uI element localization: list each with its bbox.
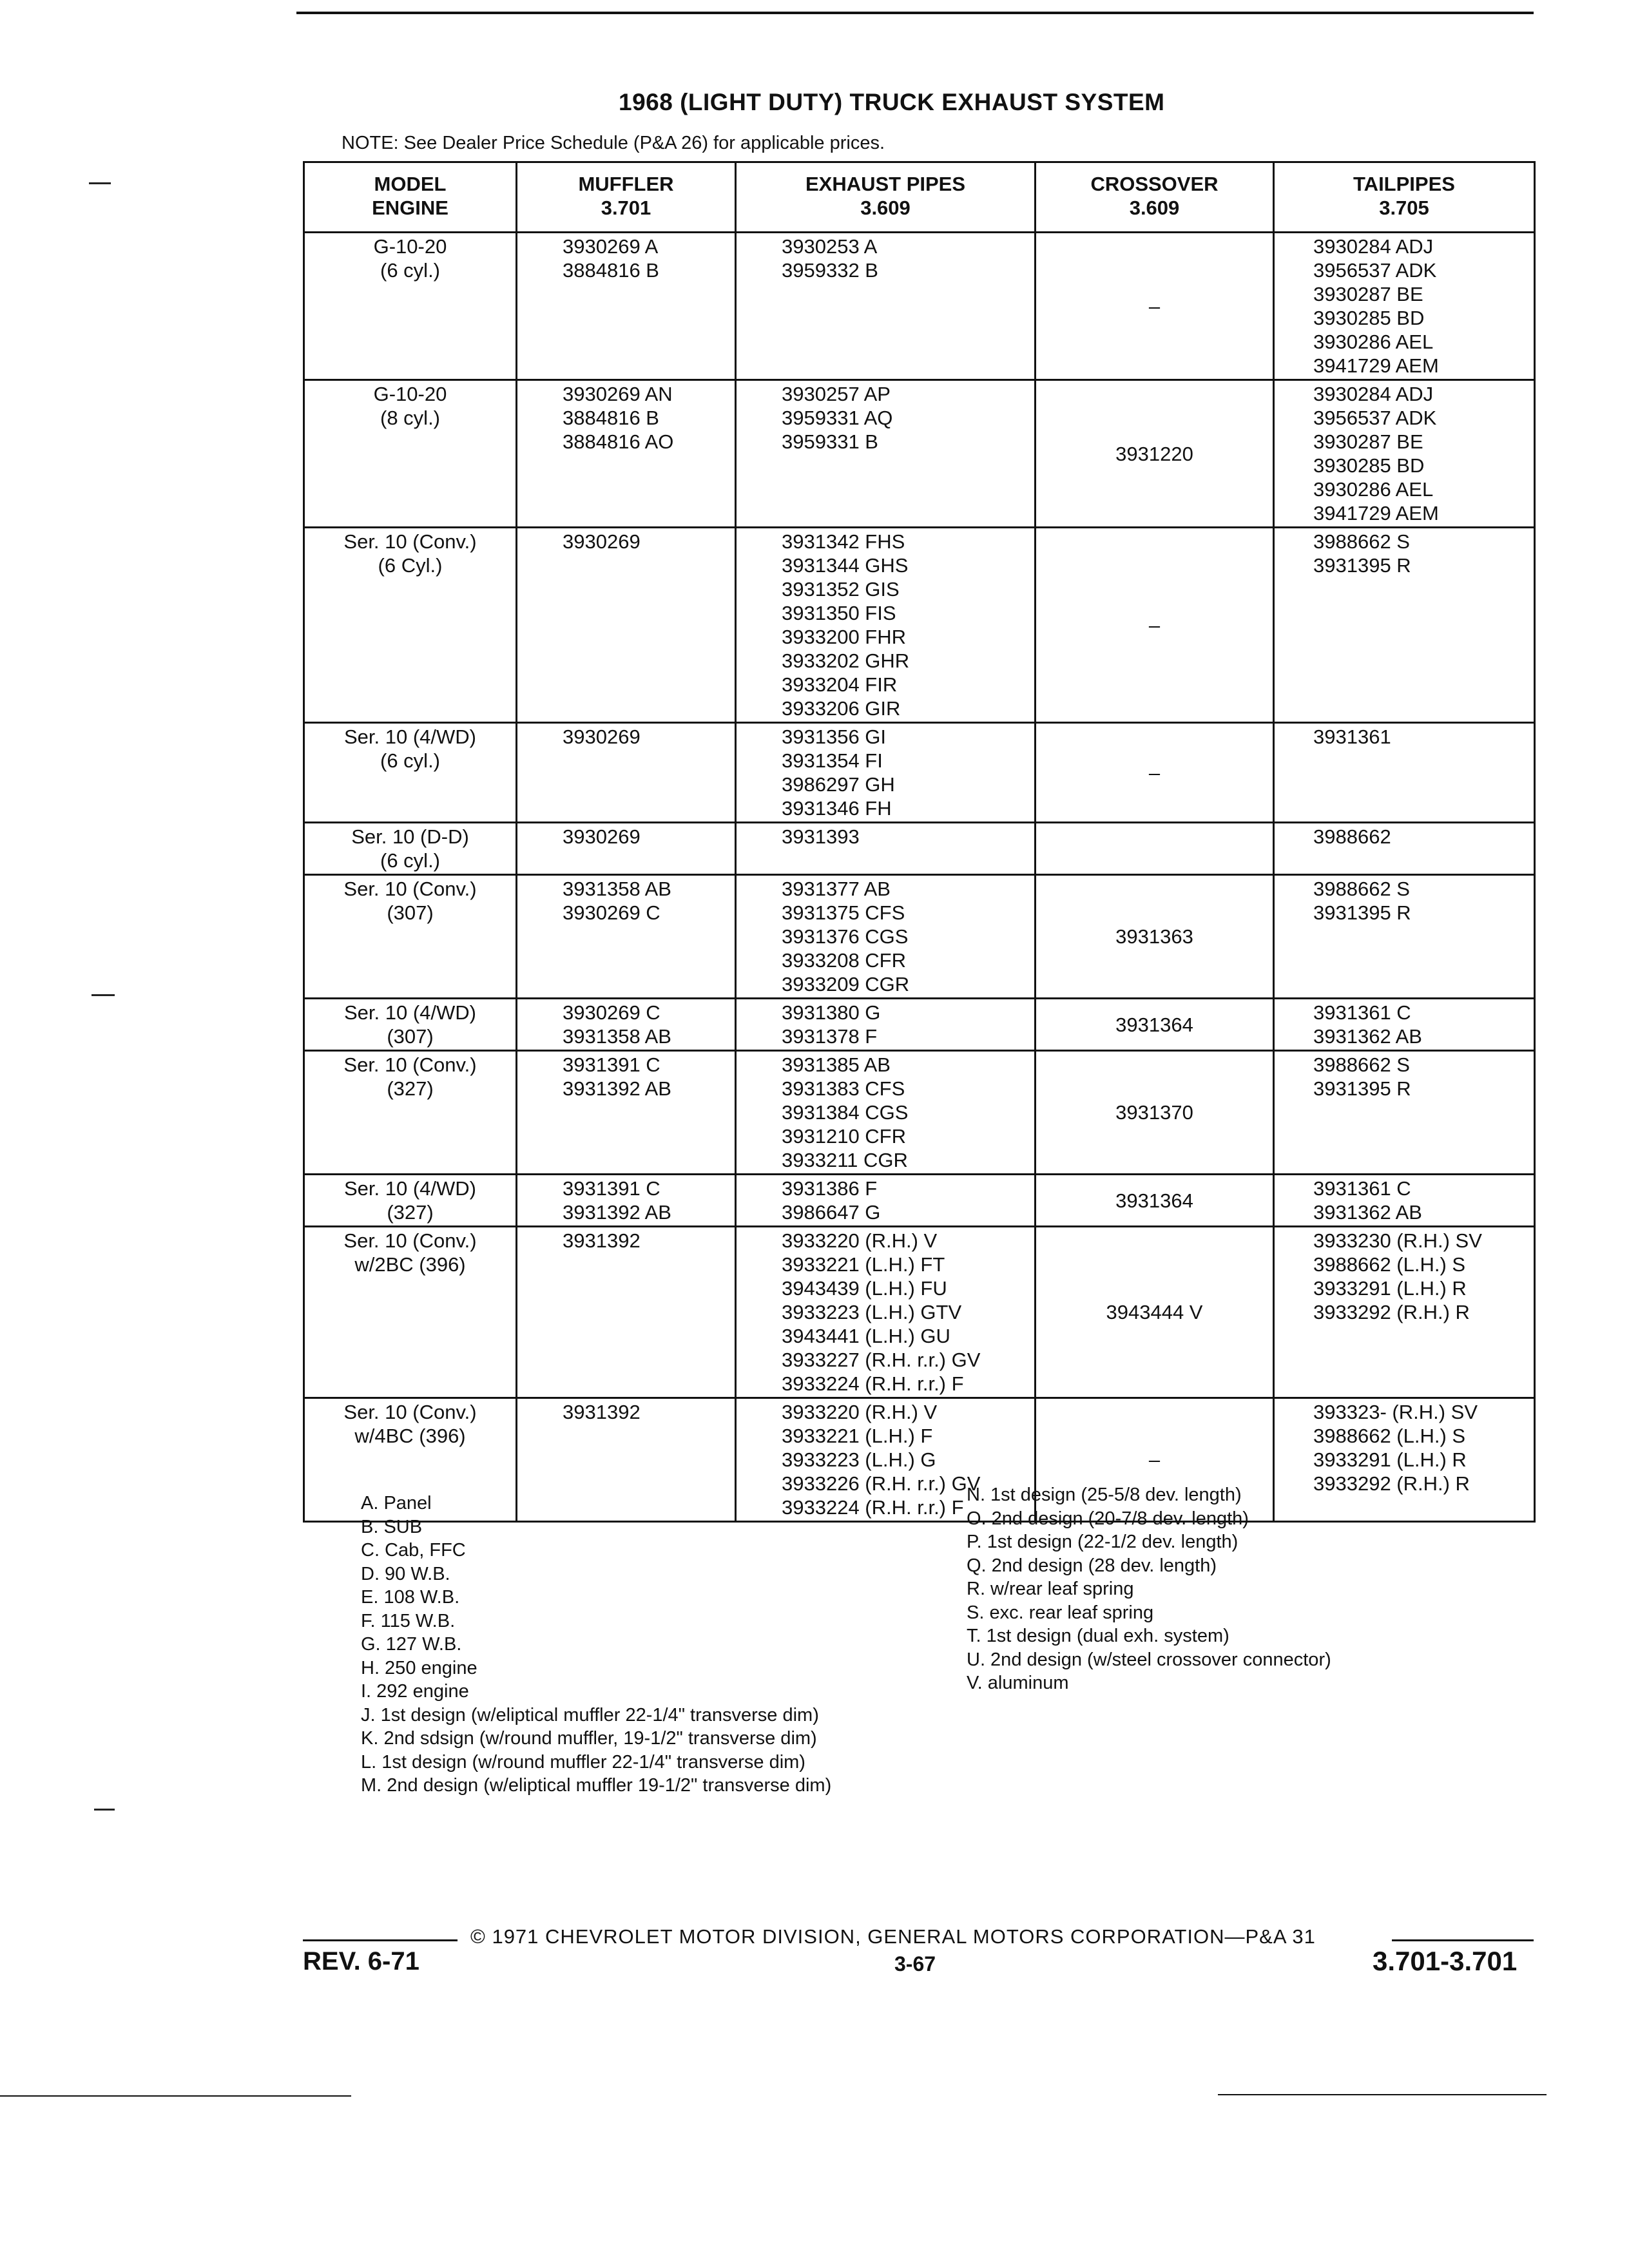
table-row [304,875,1535,999]
table-body [304,233,1535,1522]
part-line: 3930286 AEL [1313,331,1434,353]
legend-item: R. w/rear leaf spring [967,1579,1134,1599]
muffler-cell [517,823,736,875]
part-line: 3933220 (R.H.) V [782,1401,938,1423]
part-line: 3959331 B [782,430,878,453]
column-header [517,162,736,233]
table-row [304,1227,1535,1398]
part-line: 3931385 AB [782,1053,891,1076]
crossover-cell [1036,823,1274,875]
part-line: 3931391 C [563,1177,660,1200]
table-row [304,723,1535,823]
model-engine-cell [304,528,517,723]
column-code: 3.701 [601,197,651,219]
exhaust-parts-table [303,161,1536,1523]
exhaust-pipes-cell [736,999,1036,1051]
tailpipes-cell [1274,823,1535,875]
part-line: 3933226 (R.H. r.r.) GV [782,1472,981,1495]
part-line: 3931364 [1115,1189,1193,1212]
top-rule [296,12,1534,14]
exhaust-pipes-cell [736,1051,1036,1175]
part-line: Ser. 10 (Conv.) [343,1053,477,1076]
part-line: 3931362 AB [1313,1201,1422,1224]
part-line: 3933209 CGR [782,973,910,995]
part-line: 3931344 GHS [782,554,909,577]
part-line: 3931392 AB [563,1077,671,1100]
table-row [304,823,1535,875]
tailpipes-cell [1274,528,1535,723]
part-line: w/4BC (396) [354,1425,466,1447]
legend-item: A. Panel [361,1493,432,1514]
part-line: 3933202 GHR [782,649,910,672]
copyright-line: © 1971 CHEVROLET MOTOR DIVISION, GENERAL MOTORS CORPORATION—P&A 31 [470,1925,1316,1948]
part-line: 3988662 S [1313,878,1410,900]
exhaust-pipes-cell [736,1227,1036,1398]
exhaust-pipes-cell [736,233,1036,380]
part-line: Ser. 10 (Conv.) [343,1401,477,1423]
model-engine-cell [304,1051,517,1175]
part-line: 3988662 S [1313,530,1410,553]
part-line: 3931395 R [1313,1077,1411,1100]
tailpipes-cell [1274,875,1535,999]
part-line: 3931352 GIS [782,578,900,601]
table-header-row [304,162,1535,233]
part-line: (6 Cyl.) [378,554,443,577]
tailpipes-cell [1274,723,1535,823]
revision-label: REV. 6-71 [303,1947,419,1975]
part-line: 3933227 (R.H. r.r.) GV [782,1349,981,1371]
part-line: 3930285 BD [1313,454,1425,477]
part-line: 3988662 (L.H.) S [1313,1253,1466,1276]
part-line: 3933200 FHR [782,626,907,648]
part-line: 3930269 C [563,901,660,924]
table-row [304,1175,1535,1227]
model-engine-cell [304,233,517,380]
part-line: 3931356 GI [782,726,887,748]
part-line: 3986647 G [782,1201,881,1224]
part-line: 3933221 (L.H.) FT [782,1253,945,1276]
part-line: 3933206 GIR [782,697,901,720]
part-line: 3933223 (L.H.) GTV [782,1301,962,1323]
part-line: – [1148,294,1161,318]
crossover-cell [1036,723,1274,823]
part-line: 3931342 FHS [782,530,905,553]
exhaust-pipes-cell [736,823,1036,875]
part-line: 3943441 (L.H.) GU [782,1325,950,1347]
part-line: Ser. 10 (Conv.) [343,1229,477,1252]
muffler-cell [517,380,736,528]
part-line: 3931358 AB [563,878,671,900]
column-label: MUFFLER [578,173,674,195]
exhaust-pipes-cell [736,380,1036,528]
part-line: – [1148,1448,1161,1471]
margin-mark [94,1809,115,1811]
column-label: CROSSOVER [1090,173,1219,195]
bottom-rule-right [1218,2094,1547,2095]
part-line: 3930286 AEL [1313,478,1434,501]
tailpipes-cell [1274,1227,1535,1398]
part-line: – [1148,761,1161,784]
legend-item: M. 2nd design (w/eliptical muffler 19-1/2" transverse dim) [361,1775,832,1796]
part-line: 3933220 (R.H.) V [782,1229,938,1252]
model-engine-cell [304,723,517,823]
legend-item: V. aluminum [967,1673,1069,1693]
part-line: (307) [387,901,434,924]
part-line: 3931392 [563,1229,641,1252]
part-line: 3931392 [563,1401,641,1423]
part-line: 3933292 (R.H.) R [1313,1472,1470,1495]
column-header [736,162,1036,233]
part-line: Ser. 10 (Conv.) [343,530,477,553]
tailpipes-cell [1274,380,1535,528]
legend-left [361,1492,831,1798]
part-line: 3988662 S [1313,1053,1410,1076]
exhaust-pipes-cell [736,875,1036,999]
part-line: 3931384 CGS [782,1101,909,1124]
part-line: 3931393 [782,825,860,848]
part-line: 3931364 [1115,1013,1193,1036]
part-line: 3930269 [563,530,641,553]
part-line: (307) [387,1025,434,1048]
part-line: 3931361 C [1313,1177,1411,1200]
part-line: Ser. 10 (D-D) [351,825,469,848]
part-line: 3931354 FI [782,749,883,772]
part-line: 3933211 CGR [782,1149,908,1171]
model-engine-cell [304,875,517,999]
legend-item: N. 1st design (25-5/8 dev. length) [967,1485,1242,1505]
part-line: (327) [387,1201,434,1224]
part-line: 3941729 AEM [1313,502,1439,524]
part-line: 3933291 (L.H.) R [1313,1277,1467,1300]
part-line: 3930269 [563,726,641,748]
part-line: 3931358 AB [563,1025,671,1048]
table-row [304,233,1535,380]
legend-item: E. 108 W.B. [361,1587,460,1608]
muffler-cell [517,999,736,1051]
part-line: Ser. 10 (4/WD) [344,1001,476,1024]
part-line: 3933292 (R.H.) R [1313,1301,1470,1323]
part-line: 3931380 G [782,1001,881,1024]
part-line: 3933224 (R.H. r.r.) F [782,1372,964,1395]
part-line: 3933208 CFR [782,949,907,972]
exhaust-pipes-cell [736,1175,1036,1227]
legend-item: S. exc. rear leaf spring [967,1602,1154,1623]
crossover-cell [1036,1227,1274,1398]
part-line: 3986297 GH [782,773,895,796]
part-line: 3930257 AP [782,383,891,405]
column-label: EXHAUST PIPES [805,173,966,195]
crossover-cell [1036,380,1274,528]
table-row [304,528,1535,723]
muffler-cell [517,528,736,723]
model-engine-cell [304,1175,517,1227]
part-line: 3933224 (R.H. r.r.) F [782,1496,964,1519]
part-line: 3931391 C [563,1053,660,1076]
tailpipes-cell [1274,233,1535,380]
section-number: 3.701-3.701 [1373,1946,1518,1976]
part-line: w/2BC (396) [354,1253,466,1276]
crossover-cell [1036,1175,1274,1227]
model-engine-cell [304,380,517,528]
part-line: 3930269 A [563,235,659,258]
legend-item: T. 1st design (dual exh. system) [967,1626,1229,1646]
legend-item: B. SUB [361,1516,423,1537]
part-line: 3959331 AQ [782,407,893,429]
part-line: G-10-20 [373,383,447,405]
part-line: 3931383 CFS [782,1077,905,1100]
part-line: (6 cyl.) [380,749,440,772]
legend-item: G. 127 W.B. [361,1634,462,1655]
tailpipes-cell [1274,1175,1535,1227]
part-line: 3931362 AB [1313,1025,1422,1048]
crossover-cell [1036,233,1274,380]
column-label: TAILPIPES [1353,173,1455,195]
table-row [304,380,1535,528]
crossover-cell [1036,875,1274,999]
margin-mark [89,182,111,184]
margin-mark [92,994,115,996]
crossover-cell [1036,999,1274,1051]
part-line: 3930269 AN [563,383,673,405]
part-line: 393323- (R.H.) SV [1313,1401,1478,1423]
part-line: 3931377 AB [782,878,891,900]
legend-right [967,1483,1331,1695]
part-line: 3933221 (L.H.) F [782,1425,933,1447]
part-line: Ser. 10 (4/WD) [344,726,476,748]
part-line: 3931363 [1115,925,1193,948]
part-line: 3959332 B [782,259,878,282]
legend-item: Q. 2nd design (28 dev. length) [967,1555,1217,1576]
part-line: (8 cyl.) [380,407,440,429]
part-line: 3931220 [1115,442,1193,465]
legend-item: L. 1st design (w/round muffler 22-1/4" transverse dim) [361,1751,805,1773]
part-line: 3930269 C [563,1001,660,1024]
footer-rule-left [303,1939,458,1941]
part-line: G-10-20 [373,235,447,258]
part-line: 3931376 CGS [782,925,909,948]
page-title: 1968 (LIGHT DUTY) TRUCK EXHAUST SYSTEM [619,89,1165,115]
exhaust-pipes-cell [736,723,1036,823]
part-line: 3930284 ADJ [1313,235,1434,258]
column-code: 3.705 [1379,197,1429,219]
part-line: (6 cyl.) [380,849,440,872]
muffler-cell [517,1227,736,1398]
part-line: 3931386 F [782,1177,878,1200]
part-line: 3933291 (L.H.) R [1313,1448,1467,1471]
tailpipes-cell [1274,1051,1535,1175]
table-row [304,999,1535,1051]
column-label: MODEL [374,173,447,195]
exhaust-pipes-cell [736,528,1036,723]
part-line: 3956537 ADK [1313,407,1437,429]
model-engine-cell [304,1227,517,1398]
muffler-cell [517,1051,736,1175]
part-line: 3933223 (L.H.) G [782,1448,936,1471]
part-line: 3941729 AEM [1313,354,1439,377]
part-line: 3930284 ADJ [1313,383,1434,405]
part-line: 3931210 CFR [782,1125,907,1148]
part-line: 3930269 [563,825,641,848]
part-line: 3988662 (L.H.) S [1313,1425,1466,1447]
part-line: 3931378 F [782,1025,878,1048]
part-line: 3931375 CFS [782,901,905,924]
bottom-rule-left [0,2095,351,2097]
legend-item: K. 2nd sdsign (w/round muffler, 19-1/2" transverse dim) [361,1728,817,1749]
crossover-cell [1036,1051,1274,1175]
part-line: (327) [387,1077,434,1100]
column-code: 3.609 [860,197,911,219]
legend-item: I. 292 engine [361,1681,469,1702]
column-header [1036,162,1274,233]
legend-item: C. Cab, FFC [361,1540,466,1561]
column-code: ENGINE [372,197,448,219]
price-note: NOTE: See Dealer Price Schedule (P&A 26) for applicable prices. [342,133,885,153]
part-line: 3931392 AB [563,1201,671,1224]
part-line: 3930253 A [782,235,878,258]
legend-item: H. 250 engine [361,1657,477,1678]
legend-item: D. 90 W.B. [361,1563,450,1584]
legend-item: O. 2nd design (20-7/8 dev. length) [967,1508,1249,1529]
muffler-cell [517,1175,736,1227]
part-line: 3930287 BE [1313,430,1423,453]
part-line: 3943444 V [1106,1301,1203,1323]
table-row [304,1051,1535,1175]
tailpipes-cell [1274,999,1535,1051]
footer-rule-right [1392,1939,1534,1941]
part-line: 3956537 ADK [1313,259,1437,282]
part-line: 3931370 [1115,1101,1193,1124]
crossover-cell [1036,528,1274,723]
part-line: (6 cyl.) [380,259,440,282]
part-line: 3931361 [1313,726,1391,748]
part-line: 3933204 FIR [782,673,898,696]
model-engine-cell [304,823,517,875]
part-line: 3884816 B [563,407,659,429]
part-line: 3933230 (R.H.) SV [1313,1229,1482,1252]
legend-item: U. 2nd design (w/steel crossover connector) [967,1649,1331,1670]
part-line: 3931395 R [1313,554,1411,577]
muffler-cell [517,233,736,380]
part-line: 3931361 C [1313,1001,1411,1024]
part-line: 3931350 FIS [782,602,896,624]
legend-item: P. 1st design (22-1/2 dev. length) [967,1532,1239,1552]
part-line: 3930285 BD [1313,307,1425,329]
legend-item: J. 1st design (w/eliptical muffler 22-1/4" transverse dim) [361,1704,819,1725]
part-line: 3943439 (L.H.) FU [782,1277,947,1300]
page-number: 3-67 [894,1952,936,1975]
column-header [1274,162,1535,233]
part-line: 3931395 R [1313,901,1411,924]
legend-item: F. 115 W.B. [361,1610,456,1631]
part-line: 3884816 AO [563,430,674,453]
column-header [304,162,517,233]
part-line: Ser. 10 (Conv.) [343,878,477,900]
part-line: 3884816 B [563,259,659,282]
muffler-cell [517,875,736,999]
muffler-cell [517,723,736,823]
part-line: 3930287 BE [1313,283,1423,305]
part-line: 3988662 [1313,825,1391,848]
part-line: – [1148,613,1161,637]
column-code: 3.609 [1129,197,1180,219]
part-line: 3931346 FH [782,797,892,820]
part-line: Ser. 10 (4/WD) [344,1177,476,1200]
model-engine-cell [304,999,517,1051]
